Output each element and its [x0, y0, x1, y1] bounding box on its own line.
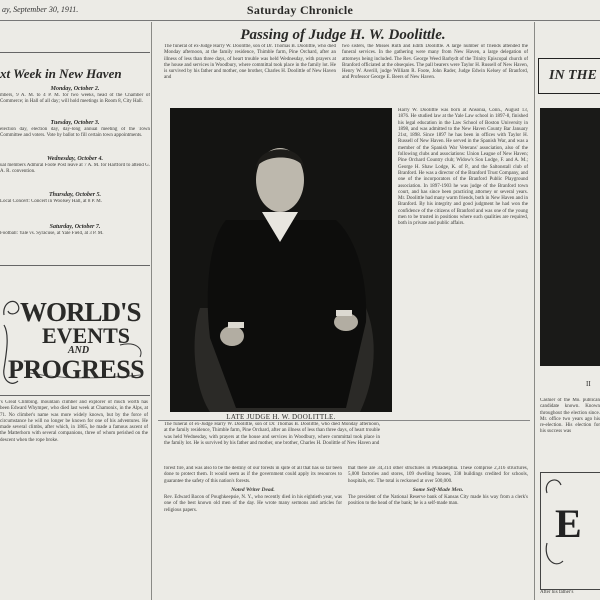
schedule-saturday — [0, 224, 150, 245]
schedule-text: mbers, 9 A. M. to 4 P. M. for two weeks, head of the Chamber of Commerce; in Hall of all day; will hold meetings in Room 8, City Hall. — [0, 93, 150, 105]
masthead — [0, 0, 600, 21]
article-col1-top: The funeral of ex-Judge Harry W. Doolittle, son of Dr. Thomas B. Doolittle, who died Monday afternoon, at the family residence, Thimble farm, Pine Orchard, after an illness of less than three days, of heart trouble was held Wednesday, with prayers at the house and services in Woodbury, where committal took place in the family lot. He is survived by his father and mother, one brother, Charles H. Doolittle of New Haven and — [164, 44, 336, 81]
horizontal-rule-left-top — [0, 52, 150, 53]
schedule-day: Thursday, October 5. — [48, 192, 102, 198]
right-section-title: IN THE — [549, 68, 597, 83]
column-rule-left — [151, 22, 152, 600]
article-col1-bottom: The funeral of ex-Judge Harry W. Doolittle, son of Dr. Thomas B. Doolittle, who died Monday afternoon, at the family residence, Thimble farm, Pine Orchard, after an illness of less than three days, of heart trouble was held Wednesday, with prayers at the house and services in Woodbury, where committal took place in the family lot. He is survived by his father and mother, one brother, Charles H. Doolittle of New Haven and — [164, 422, 380, 446]
paper-name: Saturday Chronicle — [246, 3, 354, 17]
lower-article-right — [348, 466, 528, 598]
schedule-text: Football: Yale vs. Syracuse, at Yale Field, at 3 P. M. — [0, 231, 104, 236]
lower-right-text-2: The president of the National Reserve bank of Kansas City made his way from a clerk's position to the head of the bank; he is a self-made man. — [348, 495, 528, 507]
svg-text:E: E — [555, 501, 582, 546]
lower-article-left — [164, 466, 342, 598]
schedule-thursday — [0, 192, 150, 213]
schedule-wednesday — [0, 156, 150, 183]
schedule-day: Wednesday, October 4. — [47, 156, 103, 162]
schedule-tuesday — [0, 120, 150, 147]
horizontal-rule-left-logo — [0, 395, 150, 396]
lower-right-subhead: Some Self-Made Men. — [412, 486, 464, 493]
lower-right-text: that there are 34,314 other structures in Philadelphia. These comprise 2,316 structures, 5,000 factories and stores, 109 dwelling houses, 338 buildings credited for schools, hospitals, etc. The total is reckoned at over 500,000. — [348, 466, 528, 484]
right-article: Cashier of the Mo. publican candidate known. Known throughout the election since. Mr. office two years ago his re-election. His election for his success was — [540, 398, 600, 435]
logo-line-events: EVENTS — [42, 323, 131, 348]
lower-left-subhead: Noted Writer Dead. — [231, 486, 275, 493]
schedule-text: ual members Admiral Foote Post leave at 7 A. M. for Hartford to attend G. A. R. convention. — [0, 163, 150, 175]
judge-portrait-photo — [170, 108, 392, 412]
left-article: 's Great Climbing. mountain climber and explorer of much worth has been Edward Whymper, who died last week at Chamonix, in the Alps, at 71. No climber's name was more widely known, but by the force of circumstance he will no longer be known for one of his adventures. He made several climbs, after which, in 1865, he made a famous ascent of the Matterhorn with several companions, three of whom perished on the descent when the rope broke. — [0, 400, 148, 443]
schedule-text: election day, election day, day-long annual meeting of the Town Committee and voters. Vote by ballot to fill certain town appointments. — [0, 127, 150, 139]
logo-line-worlds: WORLD'S — [20, 297, 141, 327]
article-headline: Passing of Judge H. W. Doolittle. — [240, 27, 446, 43]
right-caption: II — [586, 380, 591, 388]
article-col2-top: two sisters, the Misses Ruth and Edith Doolittle. A large number of friends attended the funeral services. In the gathering were many from New Haven, a large delegation of attorneys being included. The Rev. George Weed Barhydt of the Trinity Episcopal church of Branford officiated at the obsequies. The pall bearers were Taylor H. Russell of New Haven, Henry W. Averill, judge William R. Foote, John Rader, Judge Edwin Kelsey of Branford, and Professor George E. Beers of New Haven. — [342, 44, 528, 81]
schedule-day: Saturday, October 7. — [49, 224, 101, 230]
right-section-box — [538, 58, 600, 94]
schedule-monday — [0, 86, 150, 115]
photo-caption: LATE JUDGE H. W. DOOLITTLE. — [226, 413, 336, 421]
article-col3: Harry W. Doolittle was born at Ansonia, Conn., August 13, 1876. He studied law at the Yale Law school in 1897-8, finished his legal education in the Law School of Boston University in 1898, and was admitted to the New Haven County Bar January 21st, 1898. Since 1897 he has been in offices with Taylor H. Russell of New Haven. He served in the Spanish War, and was a member of the Spanish War Veterans' association, also of the following clubs and associations: Union League of New Haven; Pine Orchard Country club; Widow's Son Lodge, F. and A. M.; George H. Shaw Lodge, K. of P., and the Saltonstall club of Branford. He was a director of the Branford Trust Company, and one of the incorporators of the Branford Public Playground association. In 1897-1903 he was judge of the Branford town court, and has since been practicing attorney or several years. Mr. Doolittle had many warm friends, both in New Haven and in Branford. By his integrity and good judgment he had won the confidence of the citizens of Branford and was one of the young men to be trusted in positions where such qualities are required, both in private and public affairs. — [398, 108, 528, 227]
schedule-day: Monday, October 2. — [50, 86, 100, 92]
right-photo — [540, 108, 600, 366]
portrait-figure-icon — [170, 108, 392, 412]
lower-left-text-2: Rev. Edward Bacon of Poughkeepsie, N. Y., who recently died in his eightieth year, was one of the best known old men of the day. He wrote many sermons and articles for religious papers. — [164, 495, 342, 513]
right-footer: After his father's — [540, 590, 574, 595]
schedule-text: Local Concert: Concert in Woolsey Hall, at 8 P. M. — [0, 199, 102, 204]
worlds-events-logo — [0, 295, 148, 391]
logo-line-and: AND — [68, 345, 90, 356]
column-rule-right — [534, 22, 535, 600]
right-logo-box — [540, 472, 600, 590]
horizontal-rule-left-mid — [0, 265, 150, 266]
next-week-title: xt Week in New Haven — [0, 66, 122, 81]
logo-line-progress: PROGRESS — [8, 355, 145, 384]
dateline: ay, September 30, 1911. — [2, 5, 79, 14]
schedule-day: Tuesday, October 3. — [50, 120, 100, 126]
lower-left-text: forest fire, and was also to be the destiny of our forests in spite of all that has so far been done to protect them. It would seem as if the government could apply its resources to guarantee the safety of this nation's forests. — [164, 466, 342, 484]
right-logo-flourish-icon — [541, 473, 600, 589]
